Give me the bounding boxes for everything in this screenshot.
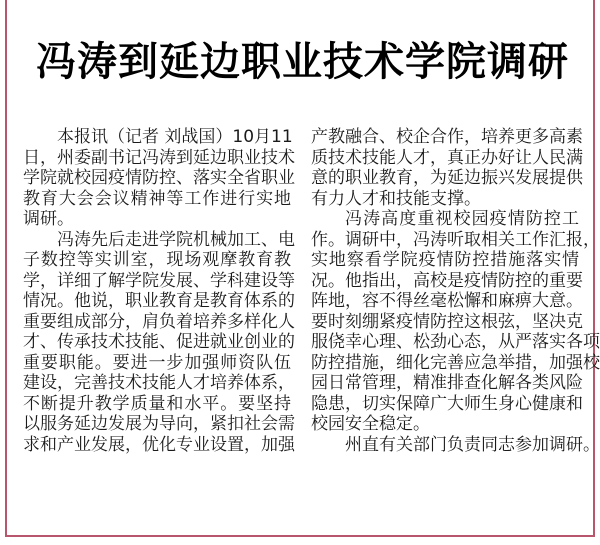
text-line: 质技术技能人才，真正办好让人民满 [311, 147, 583, 168]
text-line: 重要职能。要进一步加强师资队伍 [23, 352, 291, 373]
text-line: 况。他指出，高校是疫情防控的重要 [311, 270, 583, 291]
text-line: 建设，完善技术技能人才培养体系， [23, 373, 295, 393]
text-line: 日，州委副书记冯涛到延边职业技术 [23, 147, 295, 168]
text-line: 州直有关部门负责同志参加调研。 [345, 434, 600, 455]
text-line: 才、传承技术技能、促进就业创业的 [23, 332, 295, 352]
text-line: 子数控等实训室，现场观摩教育教 [23, 250, 291, 270]
text-line: 要时刻绷紧疫情防控这根弦，坚决克 [311, 311, 583, 332]
text-line: 有力人才和技能支撑。 [311, 188, 481, 209]
text-line: 冯涛高度重视校园疫情防控工 [345, 209, 579, 229]
text-line: 意的职业教育，为延边振兴发展提供 [311, 168, 583, 188]
text-line: 以服务延边发展为导向，紧扣社会需 [23, 414, 295, 434]
text-line: 学，详细了解学院发展、学科建设等 [23, 270, 295, 291]
text-line: 校园安全稳定。 [311, 414, 430, 434]
text-line: 调研。 [23, 209, 74, 229]
text-line: 不断提升教学质量和水平。要坚持 [23, 393, 291, 414]
text-line: 教育大会会议精神等工作进行实地 [23, 188, 291, 209]
article-title: 冯涛到延边职业技术学院调研 [36, 39, 569, 85]
text-line: 实地察看学院疫情防控措施落实情 [311, 250, 579, 270]
text-line: 重要组成部分，肩负着培养多样化人 [23, 311, 295, 332]
article-column-right [311, 127, 600, 455]
article-column-left [23, 127, 295, 455]
text-line: 冯涛先后走进学院机械加工、电 [57, 229, 295, 250]
text-line: 产教融合、校企合作，培养更多高素 [311, 127, 583, 147]
text-line: 作。调研中，冯涛听取相关工作汇报， [311, 229, 600, 250]
text-line: 求和产业发展，优化专业设置，加强 [23, 434, 295, 455]
text-line: 情况。他说，职业教育是教育体系的 [23, 291, 295, 311]
text-line: 阵地，容不得丝毫松懈和麻痹大意。 [311, 291, 583, 311]
text-line: 防控措施，细化完善应急举措，加强校 [311, 352, 600, 373]
text-line: 服侥幸心理、松劲心态，从严落实各项 [311, 332, 600, 352]
text-line: 本报讯（记者 刘战国）10月11 [57, 127, 293, 147]
text-line: 学院就校园疫情防控、落实全省职业 [23, 168, 295, 188]
text-line: 园日常管理，精准排查化解各类风险 [311, 373, 583, 393]
text-line: 隐患，切实保障广大师生身心健康和 [311, 393, 583, 414]
